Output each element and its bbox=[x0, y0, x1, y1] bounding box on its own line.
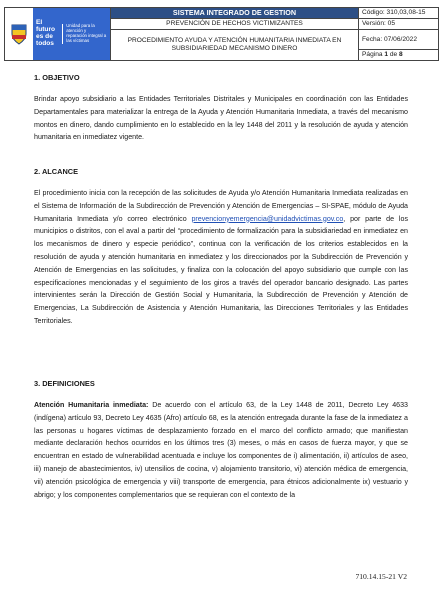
procedure-name: PROCEDIMIENTO AYUDA Y ATENCIÓN HUMANITARIA INMEDIATA EN SUBSIDIARIEDAD MECANISMO DINERO bbox=[111, 30, 359, 61]
page-indicator: Página 1 de 8 bbox=[359, 50, 439, 61]
definition-term: Atención Humanitaria inmediata: bbox=[34, 401, 149, 409]
section-text-objetivo: Brindar apoyo subsidiario a las Entidades Territoriales Distritales y Municipales en coordinación con las Entidades Departamentales para materializar la entrega de la Ayuda y Atención Humanitaria Inmediata, a través del mecanismo montos en dinero, dando cumplimiento en lo establecido en la ley 1448 del 2011 y la resolución de ayuda y atención humanitaria en inmediatez vigente. bbox=[34, 95, 408, 142]
email-link[interactable]: prevencionyemergencia@unidadvictimas.gov.co bbox=[191, 214, 344, 223]
logo bbox=[33, 8, 110, 60]
system-title: SISTEMA INTEGRADO DE GESTION bbox=[111, 8, 359, 19]
section-heading-objetivo: 1. OBJETIVO bbox=[34, 73, 80, 82]
section-heading-alcance: 2. ALCANCE bbox=[34, 167, 79, 176]
document-code: Código: 310,03,08-15 bbox=[359, 8, 439, 19]
document-header bbox=[4, 7, 439, 61]
section-text-alcance: El procedimiento inicia con la recepción de las solicitudes de Ayuda y/o Atención Humanitaria Inmediata realizadas en el Sistema de Información de la Subdirección de Prevención y Atención de Emergencias – SI-SPAE, módulo de Ayuda Humanitaria Inmediata y/o correo electrónico prevencionyemergencia@unidadvictimas.gov.co, por parte de los municipios o distritos, con el aval a partir del “procedimiento de formalización para la subsidiariedad en inmediatez en los mecanismos de dinero y especie periódico”, continua con la verificación de los criterios establecidos en la resolución de ayuda y atención humanitaria en inmediatez y los direccionados por la Subdirección de Prevención y Atención de Emergencias en las solicitudes, y finaliza con la colocación del apoyo subsidiario que cumple con las especificaciones mencionadas y el seguimiento de los giros a través del operador bancario designado. Las partes intervinientes serán la Dirección de Gestión Social y Humanitaria, la Subdirección de Prevención y Atención de Emergencias, La Subdirección de Asistencia y Atención Humanitaria, las Direcciones Territoriales y las Entidades Territoriales. bbox=[34, 189, 408, 325]
logo-cell bbox=[5, 8, 111, 61]
section-heading-definiciones: 3. DEFINICIONES bbox=[34, 379, 95, 388]
document-version: Versión: 05 bbox=[359, 19, 439, 30]
coat-of-arms-icon bbox=[5, 8, 33, 60]
process-name: PREVENCIÓN DE HECHOS VICTIMIZANTES bbox=[111, 19, 359, 30]
footer-code: 710.14.15-21 V2 bbox=[355, 572, 407, 581]
section-text-definiciones: Atención Humanitaria inmediata: De acuerdo con el artículo 63, de la Ley 1448 de 2011, Decreto Ley 4633 (indígena) artículo 93, Decreto Ley 4635 (Afro) artículo 68, es la atención entregada durante la fase de la inmediatez a las personas u hogares víctimas de desplazamiento forzado en el marco del conflicto armado; que manifiestan mediante declaración hechos ocurridos en los últimos tres (3) meses, o más en casos de fuerza mayor, y que se encuentran en estado de vulnerabilidad acentuada e incluye los componentes de i) alimentación, ii) artículos de aseo, iii) manejo de abastecimientos, iv) utensilios de cocina, v) alojamiento transitorio, vi) atención médica de emergencia, vii) atención psicológica de emergencia y viii) transporte de emergencia, para étnicos adicionalmente ix) vestuario y abrigo; y los componentes complementarios que se requieran con el contexto de la bbox=[34, 401, 408, 499]
document-date: Fecha: 07/06/2022 bbox=[359, 30, 439, 50]
logo-sub-text: Unidad para la atención y reparación integral a las víctimas bbox=[62, 24, 107, 43]
logo-main-text: El futuro es de todos bbox=[36, 19, 56, 47]
